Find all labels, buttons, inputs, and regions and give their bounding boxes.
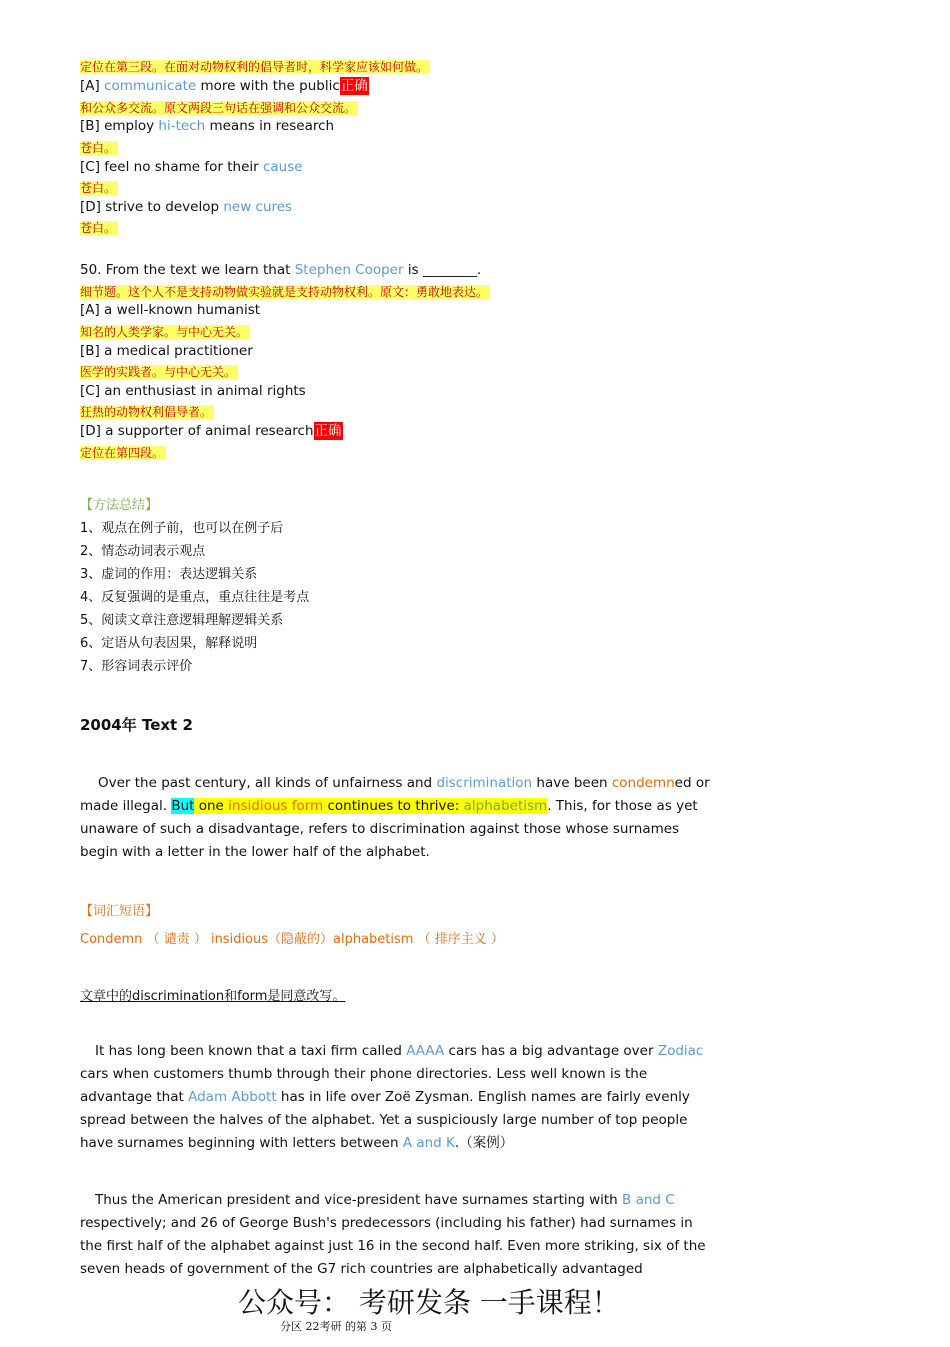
q49-option-b: [B] employ hi-tech means in research bbox=[80, 118, 335, 134]
para3-line: Thus the American president and vice-president have surnames starting with B and C bbox=[95, 1192, 675, 1208]
vocab-line: Condemn （ 谴责 ） insidious（隐蔽的）alphabetism （ 排序主义 ） bbox=[80, 932, 504, 947]
q50-option-d: [D] a supporter of animal research正确 bbox=[80, 423, 342, 439]
para2-line: cars when customers thumb through their phone directories. Less well known is the bbox=[80, 1066, 648, 1082]
correct-tag: 正确 bbox=[340, 78, 368, 94]
para3-line: the first half of the alphabet against just 16 in the second half. Even more striking, six of the bbox=[80, 1238, 706, 1254]
q50-option-c: [C] an enthusiast in animal rights bbox=[80, 383, 306, 399]
para3-line: respectively; and 26 of George Bush's predecessors (including his father) had surnames in bbox=[80, 1215, 693, 1231]
method-item: 5、阅读文章注意逻辑理解逻辑关系 bbox=[80, 613, 284, 628]
para1-line: made illegal. But one insidious form continues to thrive: alphabetism. This, for those as yet bbox=[80, 798, 698, 814]
q50-option-a: [A] a well-known humanist bbox=[80, 302, 261, 318]
method-item: 2、情态动词表示观点 bbox=[80, 544, 206, 559]
correct-tag: 正确 bbox=[314, 423, 342, 439]
q50-note: 细节题。这个人不是支持动物做实验就是支持动物权利。原文：勇敢地表达。 bbox=[80, 285, 489, 299]
para2-line: It has long been known that a taxi firm called AAAA cars has a big advantage over Zodiac bbox=[95, 1043, 704, 1059]
para1-line: Over the past century, all kinds of unfairness and discrimination have been condemned or bbox=[98, 775, 710, 791]
method-item: 7、形容词表示评价 bbox=[80, 659, 193, 674]
q50-option-c-note: 狂热的动物权利倡导者。 bbox=[80, 405, 213, 419]
method-item: 4、反复强调的是重点，重点往往是考点 bbox=[80, 590, 310, 605]
para2-line: advantage that Adam Abbott has in life over Zoë Zysman. English names are fairly evenly bbox=[80, 1089, 690, 1105]
method-title: 【方法总结】 bbox=[80, 498, 159, 513]
q49-option-c: [C] feel no shame for their cause bbox=[80, 159, 303, 175]
section-title: 2004年 Text 2 bbox=[80, 716, 193, 734]
para1-line: unaware of such a disadvantage, refers to discrimination against those whose surnames bbox=[80, 821, 680, 837]
para2-line: spread between the halves of the alphabet. Yet a suspiciously large number of top people bbox=[80, 1112, 688, 1128]
page-footer: 分区 22考研 的第 3 页 bbox=[280, 1320, 392, 1333]
q50-option-a-note: 知名的人类学家。与中心无关。 bbox=[80, 325, 249, 339]
q50-option-b: [B] a medical practitioner bbox=[80, 343, 253, 359]
method-item: 1、观点在例子前，也可以在例子后 bbox=[80, 521, 284, 536]
q49-option-c-note: 苍白。 bbox=[80, 181, 117, 195]
para1-line: begin with a letter in the lower half of the alphabet. bbox=[80, 844, 430, 860]
rewrite-note: 文章中的discrimination和form是同意改写。 bbox=[80, 989, 346, 1004]
para2-line: have surnames beginning with letters between A and K.（案例） bbox=[80, 1135, 514, 1151]
q50-option-d-note: 定位在第四段。 bbox=[80, 446, 165, 460]
q49-option-a-note: 和公众多交流。原文两段三句话在强调和公众交流。 bbox=[80, 101, 357, 115]
q49-locate-note: 定位在第三段。在面对动物权利的倡导者时，科学家应该如何做。 bbox=[80, 60, 429, 74]
q49-option-d-note: 苍白。 bbox=[80, 221, 117, 235]
para3-line: seven heads of government of the G7 rich countries are alphabetically advantaged bbox=[80, 1261, 643, 1277]
method-item: 3、虚词的作用：表达逻辑关系 bbox=[80, 567, 258, 582]
q49-option-b-note: 苍白。 bbox=[80, 141, 117, 155]
vocab-title: 【词汇短语】 bbox=[80, 904, 159, 919]
method-item: 6、定语从句表因果，解释说明 bbox=[80, 636, 258, 651]
q49-option-d: [D] strive to develop new cures bbox=[80, 199, 293, 215]
q49-option-a: [A] communicate more with the public正确 bbox=[80, 78, 368, 94]
q50-option-b-note: 医学的实践者。与中心无关。 bbox=[80, 365, 237, 379]
q50-stem: 50. From the text we learn that Stephen Cooper is ________. bbox=[80, 262, 482, 278]
watermark: 公众号： 考研发条 一手课程！ bbox=[238, 1286, 620, 1319]
